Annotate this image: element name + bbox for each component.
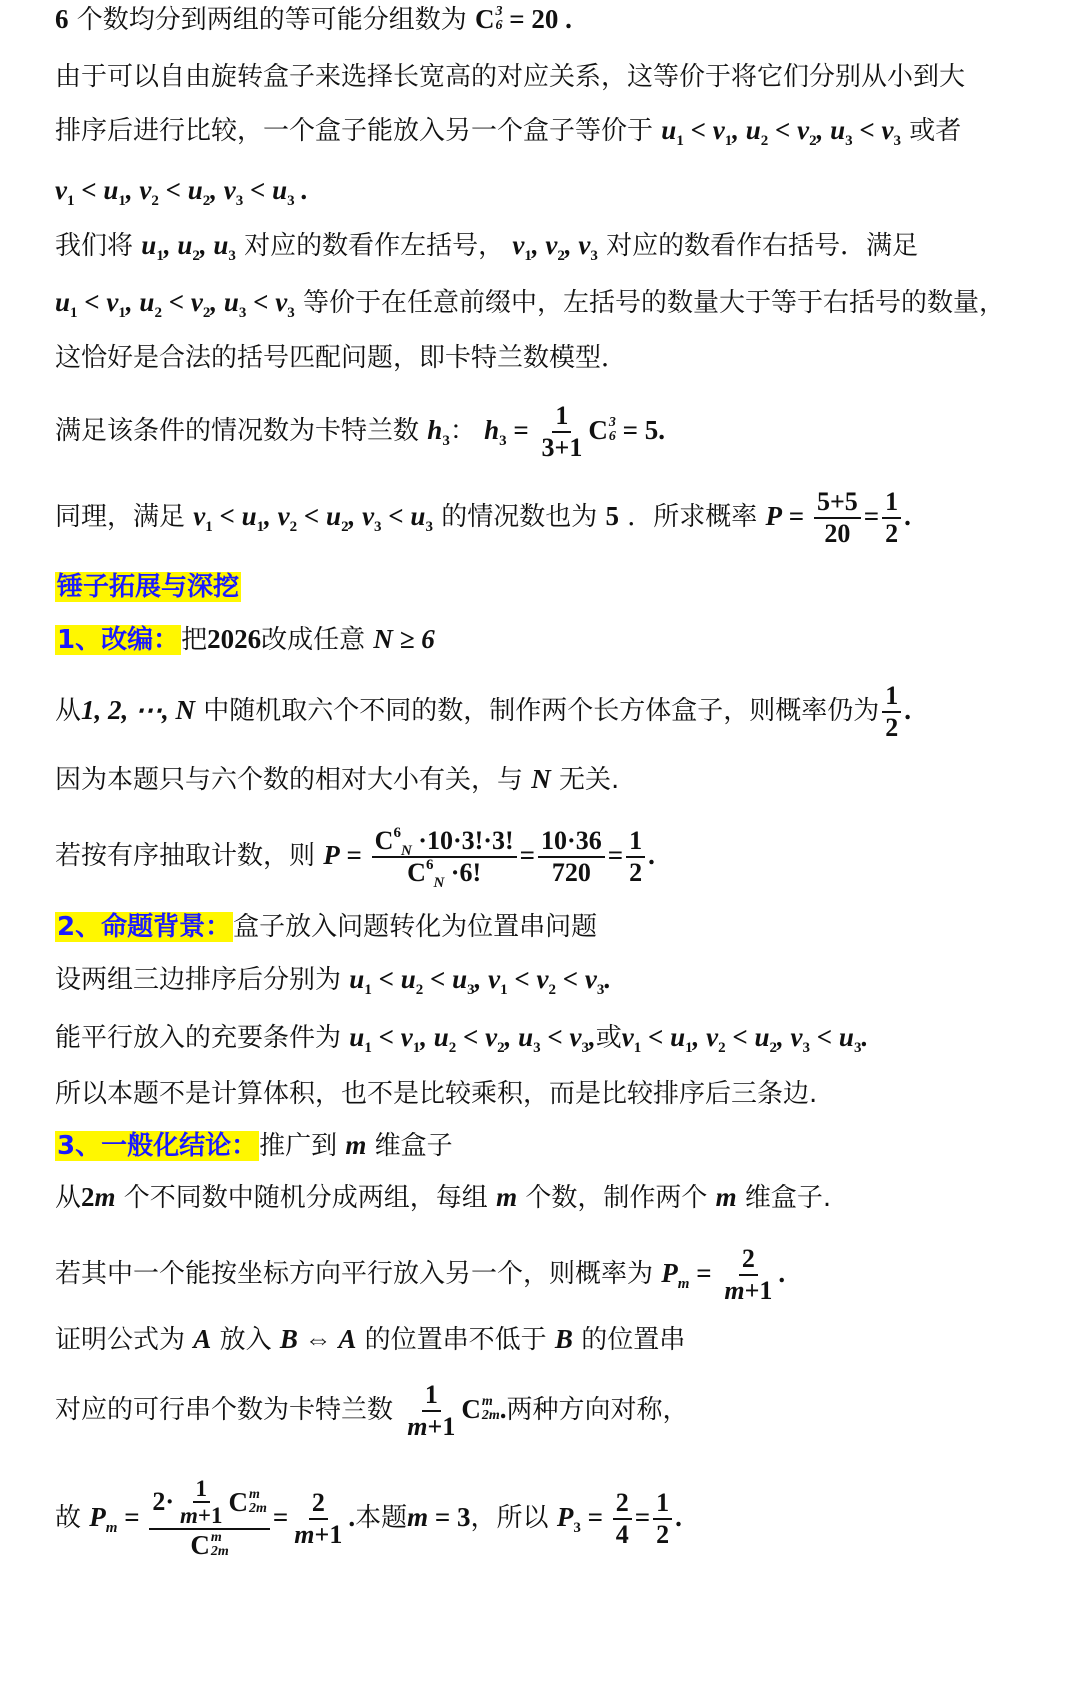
text: 放入 bbox=[219, 1325, 272, 1355]
s1-line-4: 若按有序抽取计数，则 P = $\frac{C^6_N \cdot 10\cdot 3!\cdot 3!}{C^6_N \cdot 6!}$ = $\frac{10\cdot 36}{720}$ = $\frac{1}{2}$ . bbox=[55, 824, 655, 891]
text: 设两组三边排序后分别为 bbox=[55, 965, 342, 995]
text: 所以本题不是计算体积，也不是比较乘积，而是比较排序后三条边. bbox=[55, 1079, 818, 1109]
math-u-list: $u_1$, $u_2$, $u_3$ bbox=[141, 230, 236, 264]
math-condition-u: $u_1 < v_1$, $u_2 < v_2$, $u_3 < v_3$ bbox=[55, 287, 295, 321]
text: 对应的数看作左括号， bbox=[244, 231, 505, 261]
section-2-header bbox=[55, 910, 597, 944]
text: 无关. bbox=[559, 765, 620, 795]
paragraph-brackets bbox=[55, 228, 918, 263]
text: ．所求概率 bbox=[627, 502, 758, 532]
text: 等价于在任意前缀中，左括号的数量大于等于右括号的数量， bbox=[302, 288, 1005, 318]
s3-line-4: 证明公式为 A 放入 B ⇔ A 的位置串不低于 B 的位置串 bbox=[55, 1324, 686, 1355]
math-five: 5 bbox=[605, 501, 619, 531]
s2-line-4 bbox=[55, 1077, 817, 1111]
text: 同理，满足 bbox=[55, 502, 186, 532]
text: 的情况数也为 bbox=[441, 502, 598, 532]
text: 故 bbox=[55, 1503, 82, 1533]
s3-line-2: 从2m 个不同数中随机分成两组，每组 m 个数，制作两个 m 维盒子. bbox=[55, 1182, 832, 1213]
paragraph-probability: 同理，满足 $v_1 < u_1$, $v_2 < u_2$, $v_3 < u_3$ 的情况数也为 5 ．所求概率 P = $\frac{5+5}{20}$ = $\frac{1}{2}$ . bbox=[55, 486, 911, 548]
paragraph-rotate bbox=[55, 60, 965, 94]
text: 两种方向对称， bbox=[506, 1395, 689, 1425]
text: 排序后进行比较，一个盒子能放入另一个盒子等价于 bbox=[55, 116, 654, 146]
s2-line-3: 能平行放入的充要条件为 $u_1 < v_1$, $u_2 < v_2$, $u_3 < v_3$,或$v_1 < u_1$, $v_2 < u_2$, $v_3 < u_3$. bbox=[55, 1022, 869, 1056]
label-background: 2、命题背景： bbox=[57, 912, 232, 942]
text: 本题 bbox=[355, 1503, 408, 1533]
math-eq20: = 20 . bbox=[502, 4, 572, 34]
math-v-list: $v_1$, $v_2$, $v_3$ bbox=[512, 230, 598, 264]
fraction-ordered: $\frac{C^6_N \cdot 10\cdot 3!\cdot 3!}{C^6_N \cdot 6!}$ bbox=[372, 826, 517, 888]
paragraph-h3: 满足该条件的情况数为卡特兰数 $h_3$： $h_3$ = $\frac{1}{3+1}$ C 3 6 = 5. bbox=[55, 400, 665, 462]
fraction-complex: 2· $\frac{1}{m+1}$ C m 2m C m 2m bbox=[149, 1476, 270, 1561]
math-condition-v: $v_1 < u_1$, $v_2 < u_2$, $v_3 < u_3$ . bbox=[55, 175, 309, 209]
paragraph-compare bbox=[55, 113, 961, 148]
section-title-text: 锤子拓展与深挖 bbox=[57, 572, 240, 602]
text: 若其中一个能按坐标方向平行放入另一个，则概率为 bbox=[55, 1259, 654, 1289]
text: 中随机取六个不同的数，制作两个长方体盒子，则概率仍为 bbox=[203, 696, 880, 726]
section-title bbox=[55, 570, 241, 604]
line-group-count bbox=[55, 2, 572, 37]
section-1-header bbox=[55, 622, 435, 657]
text: 维盒子. bbox=[744, 1183, 832, 1213]
section-3-header: 3、一般化结论：推广到 m 维盒子 bbox=[57, 1130, 453, 1161]
text: 若按有序抽取计数，则 bbox=[55, 841, 316, 871]
text: 改成任意 bbox=[261, 625, 366, 655]
text: 从 bbox=[55, 1183, 82, 1213]
text: 的位置串 bbox=[581, 1325, 686, 1355]
text: 满足该条件的情况数为卡特兰数 bbox=[55, 416, 420, 446]
text: 的位置串不低于 bbox=[364, 1325, 547, 1355]
math-condition-u: $u_1 < v_1$, $u_2 < v_2$, $u_3 < v_3$ bbox=[661, 115, 901, 149]
text: 或 bbox=[595, 1023, 622, 1053]
text: 盒子放入问题转化为位置串问题 bbox=[233, 912, 598, 942]
math-2026: 2026 bbox=[207, 624, 262, 654]
math-six: 6 bbox=[55, 4, 69, 34]
fraction-1-over-4: $\frac{1}{3+1}$ bbox=[541, 400, 583, 462]
label-adapt: 1、改编： bbox=[57, 625, 180, 655]
text: 证明公式为 bbox=[55, 1325, 186, 1355]
text: 个数，制作两个 bbox=[525, 1183, 708, 1213]
text: 个不同数中随机分成两组，每组 bbox=[123, 1183, 488, 1213]
text: ，所以 bbox=[470, 1503, 549, 1533]
math-c63: C 3 6 bbox=[475, 4, 503, 34]
s3-line-5: 对应的可行串个数为卡特兰数 $\frac{1}{m+1}$ C m 2m .两种方向对称， bbox=[55, 1379, 689, 1441]
math-h3: $h_3$ bbox=[427, 415, 450, 449]
math-n: N bbox=[531, 764, 551, 794]
text: 因为本题只与六个数的相对大小有关，与 bbox=[55, 765, 524, 795]
s3-line-6: 故 $P_m$ = 2· $\frac{1}{m+1}$ C m 2m C m 2m = $\frac{2}{m+1}$ .本题m = 3，所以 $P_3$ = $\frac{2}{4}$ = $\frac{1}{2}$ . bbox=[55, 1476, 682, 1560]
paragraph-prefix bbox=[55, 285, 1005, 320]
s2-line-2: 设两组三边排序后分别为 $u_1 < u_2 < u_3$, $v_1 < v_2 < v_3$. bbox=[55, 964, 612, 998]
math-n-ge-6: N ≥ 6 bbox=[373, 624, 435, 654]
text: 能平行放入的充要条件为 bbox=[55, 1023, 342, 1053]
text: 或者 bbox=[909, 116, 962, 146]
paragraph-catalan bbox=[55, 341, 627, 375]
text: 由于可以自由旋转盒子来选择长宽高的对应关系，这等价于将它们分别从小到大 bbox=[55, 62, 966, 92]
text: 我们将 bbox=[55, 231, 134, 261]
text: 个数均分到两组的等可能分组数为 bbox=[76, 5, 467, 35]
text: 这恰好是合法的括号匹配问题，即卡特兰数模型． bbox=[55, 343, 628, 373]
text: 维盒子 bbox=[374, 1131, 453, 1161]
math-seq: 1, 2, ⋯, N bbox=[81, 695, 196, 725]
text: 从 bbox=[55, 696, 82, 726]
label-general: 3、一般化结论： bbox=[57, 1131, 258, 1161]
s1-line-2: 从1, 2, ⋯, N 中随机取六个不同的数，制作两个长方体盒子，则概率仍为 $\frac{1}{2}$ . bbox=[55, 680, 912, 742]
fraction-10-over-20: $\frac{5+5}{20}$ bbox=[814, 487, 861, 549]
text: 对应的可行串个数为卡特兰数 bbox=[55, 1395, 394, 1425]
text: 对应的数看作右括号．满足 bbox=[606, 231, 919, 261]
s3-line-3: 若其中一个能按坐标方向平行放入另一个，则概率为 $P_m$ = $\frac{2}{m+1}$ . bbox=[55, 1243, 786, 1305]
text: ： bbox=[449, 416, 476, 446]
s1-line-3 bbox=[55, 762, 619, 797]
text: 把 bbox=[181, 625, 208, 655]
text: 推广到 bbox=[259, 1131, 338, 1161]
